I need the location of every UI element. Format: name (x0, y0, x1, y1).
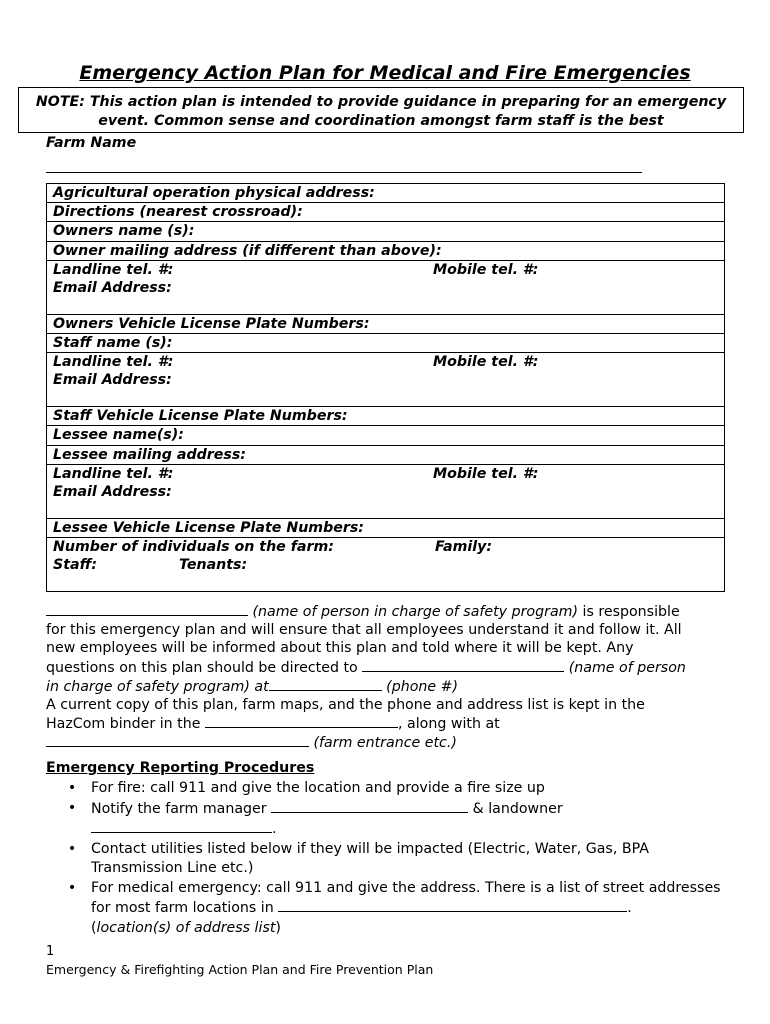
staff-vehicle-label: Staff Vehicle License Plate Numbers: (47, 406, 724, 425)
lessee-name-label: Lessee name(s): (47, 425, 724, 444)
staff-contact-row (47, 352, 724, 406)
owner-email-label: Email Address: (53, 280, 172, 297)
physical-address-label: Agricultural operation physical address: (53, 185, 375, 201)
list-item (46, 779, 736, 799)
p1-tail: is responsible (578, 604, 680, 620)
phone-blank (269, 677, 382, 691)
list-item (46, 840, 736, 879)
p1-line3: new employees will be informed about this plan and told where it will be kept. Any (46, 640, 634, 657)
info-table (46, 183, 725, 592)
bullet-period: . (272, 821, 277, 837)
owner-landline-label: Landline tel. #: (53, 261, 174, 278)
list-item (46, 879, 736, 939)
staff-landline-label: Landline tel. #: (53, 354, 174, 371)
phone-hint: (phone #) (386, 678, 459, 695)
address-list-hint: location(s) of address list (96, 919, 276, 936)
landowner-blank (91, 819, 272, 833)
bullet-medical-period: . (627, 900, 632, 916)
p1-line2: for this emergency plan and will ensure that all employees understand it and follow it. All (46, 622, 682, 639)
owner-mailing-label: Owner mailing address (if different than above): (47, 241, 724, 260)
owner-contact-row (47, 260, 724, 314)
p2-line2a: HazCom binder in the (46, 716, 201, 733)
bullet-fire-text: For fire: call 911 and give the location and provide a fire size up (91, 780, 545, 796)
farm-entrance-hint: (farm entrance etc.) (313, 735, 457, 752)
bullet-icon: • (67, 799, 77, 816)
farm-name-line (46, 172, 642, 173)
safety-person-blank (46, 602, 248, 616)
binder-location-blank (205, 714, 398, 728)
lessee-landline-label: Landline tel. #: (53, 465, 174, 482)
staff-mobile-label: Mobile tel. #: (433, 354, 539, 371)
lessee-vehicle-label: Lessee Vehicle License Plate Numbers: (47, 518, 724, 537)
list-item (46, 799, 736, 840)
staff-name-label: Staff name (s): (47, 333, 724, 352)
bullet-icon: • (67, 879, 77, 896)
bullet-manager-text: Notify the farm manager (91, 800, 267, 817)
address-list-blank (278, 898, 627, 912)
p2-line2b: , along with at (398, 716, 500, 733)
farm-entrance-blank (46, 733, 309, 747)
bullet-medical-text: For medical emergency: call 911 and give the address. There is a list of street addresses for most farm locations in (91, 879, 721, 916)
in-charge-at-hint: in charge of safety program) at (46, 678, 269, 695)
bullet-landowner-text: & landowner (468, 800, 563, 817)
farm-manager-blank (271, 799, 468, 813)
lessee-mobile-label: Mobile tel. #: (433, 465, 539, 482)
footer-title: Emergency & Firefighting Action Plan and Fire Prevention Plan (46, 962, 434, 977)
owners-vehicle-label: Owners Vehicle License Plate Numbers: (47, 314, 724, 333)
staff-count-label: Staff: (53, 557, 98, 574)
lessee-email-label: Email Address: (53, 484, 172, 501)
responsibility-paragraph (46, 602, 736, 753)
farm-name-label: Farm Name (46, 135, 137, 151)
p1-line4: questions on this plan should be directed to (46, 659, 358, 676)
name-of-person-hint: (name of person (568, 659, 686, 676)
tenants-label: Tenants: (179, 557, 248, 574)
num-individuals-label: Number of individuals on the farm: (53, 539, 334, 556)
bullet-icon: • (67, 780, 77, 796)
bullet-icon: • (67, 840, 77, 857)
staff-email-label: Email Address: (53, 372, 172, 389)
document-title: Emergency Action Plan for Medical and Fire Emergencies (79, 62, 691, 84)
paren-open: ( (91, 919, 97, 936)
lessee-mailing-label: Lessee mailing address: (47, 445, 724, 464)
directions-label: Directions (nearest crossroad): (47, 202, 724, 221)
reporting-heading: Emergency Reporting Procedures (46, 760, 315, 776)
lessee-contact-row (47, 464, 724, 518)
note-box: NOTE: This action plan is intended to provide guidance in preparing for an emergency event. Common sense and coordination amongst farm staff is the best (18, 87, 744, 133)
owners-name-label: Owners name (s): (47, 221, 724, 240)
p2-line1: A current copy of this plan, farm maps, and the phone and address list is kept in the (46, 697, 645, 714)
family-label: Family: (435, 539, 493, 556)
safety-person-hint: (name of person in charge of safety program) (252, 604, 578, 620)
owner-mobile-label: Mobile tel. #: (433, 261, 539, 278)
reporting-list (46, 779, 736, 938)
paren-close: ) (275, 919, 281, 936)
bullet-utilities-text: Contact utilities listed below if they will be impacted (Electric, Water, Gas, BPA Transmission Line etc.) (91, 840, 649, 876)
questions-person-blank (362, 658, 564, 672)
individuals-row (47, 537, 724, 591)
page-number: 1 (46, 944, 55, 959)
